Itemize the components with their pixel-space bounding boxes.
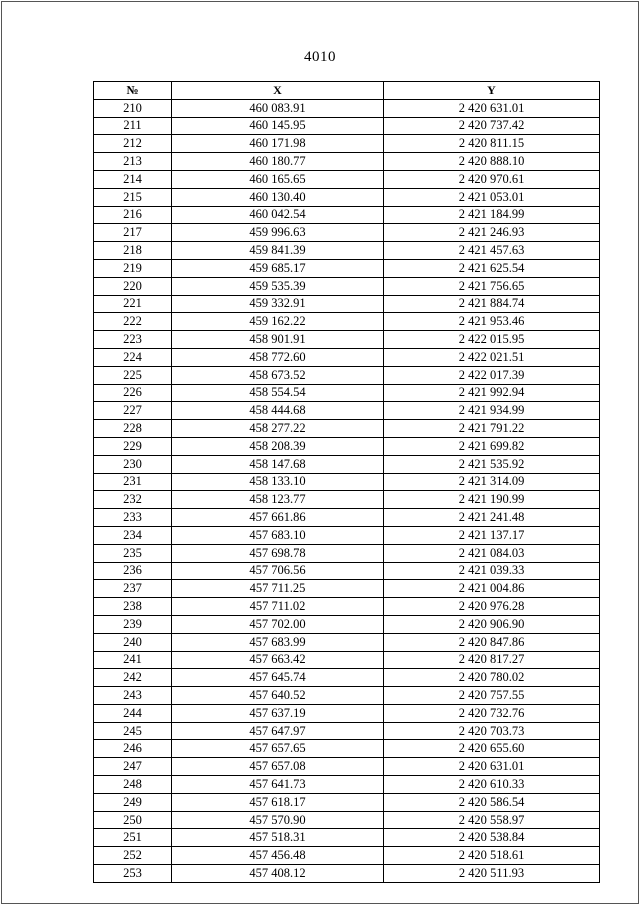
cell-y: 2 421 184.99 (384, 206, 600, 224)
cell-x: 460 165.65 (172, 170, 384, 188)
cell-y: 2 420 817.27 (384, 651, 600, 669)
table-row (94, 99, 600, 117)
table-row (94, 615, 600, 633)
cell-x: 459 535.39 (172, 277, 384, 295)
document-page (1, 1, 639, 904)
cell-y: 2 420 737.42 (384, 117, 600, 135)
cell-y: 2 421 791.22 (384, 420, 600, 438)
table-row (94, 829, 600, 847)
table-row (94, 633, 600, 651)
table-row (94, 687, 600, 705)
cell-number: 252 (94, 847, 172, 865)
cell-x: 457 637.19 (172, 704, 384, 722)
table-row (94, 402, 600, 420)
table-row (94, 562, 600, 580)
cell-x: 457 657.65 (172, 740, 384, 758)
cell-x: 459 996.63 (172, 224, 384, 242)
cell-x: 457 661.86 (172, 509, 384, 527)
cell-number: 235 (94, 544, 172, 562)
cell-number: 249 (94, 793, 172, 811)
table-row (94, 580, 600, 598)
cell-y: 2 420 757.55 (384, 687, 600, 705)
header-y: Y (384, 82, 600, 100)
coordinates-table (93, 81, 600, 883)
table-row (94, 455, 600, 473)
cell-y: 2 420 631.01 (384, 758, 600, 776)
table-body (94, 99, 600, 882)
table-row (94, 384, 600, 402)
cell-x: 457 570.90 (172, 811, 384, 829)
cell-number: 238 (94, 598, 172, 616)
cell-y: 2 421 992.94 (384, 384, 600, 402)
cell-x: 458 277.22 (172, 420, 384, 438)
cell-number: 213 (94, 153, 172, 171)
cell-x: 457 641.73 (172, 776, 384, 794)
cell-number: 248 (94, 776, 172, 794)
cell-number: 234 (94, 526, 172, 544)
cell-number: 243 (94, 687, 172, 705)
cell-y: 2 421 004.86 (384, 580, 600, 598)
table-row (94, 669, 600, 687)
cell-x: 457 702.00 (172, 615, 384, 633)
table-row (94, 313, 600, 331)
table-row (94, 153, 600, 171)
cell-x: 458 772.60 (172, 348, 384, 366)
page-number: 4010 (304, 49, 336, 65)
cell-x: 459 162.22 (172, 313, 384, 331)
cell-number: 237 (94, 580, 172, 598)
table-row (94, 420, 600, 438)
cell-y: 2 420 703.73 (384, 722, 600, 740)
table-row (94, 758, 600, 776)
cell-number: 228 (94, 420, 172, 438)
cell-number: 240 (94, 633, 172, 651)
cell-y: 2 422 017.39 (384, 366, 600, 384)
header-number: № (94, 82, 172, 100)
cell-y: 2 420 780.02 (384, 669, 600, 687)
cell-number: 225 (94, 366, 172, 384)
cell-y: 2 421 699.82 (384, 437, 600, 455)
cell-number: 239 (94, 615, 172, 633)
cell-y: 2 420 811.15 (384, 135, 600, 153)
cell-y: 2 420 518.61 (384, 847, 600, 865)
table-row (94, 259, 600, 277)
table-row (94, 135, 600, 153)
cell-x: 460 171.98 (172, 135, 384, 153)
table-row (94, 722, 600, 740)
cell-y: 2 421 246.93 (384, 224, 600, 242)
cell-x: 460 042.54 (172, 206, 384, 224)
cell-x: 458 147.68 (172, 455, 384, 473)
table-row (94, 776, 600, 794)
table-row (94, 740, 600, 758)
table-row (94, 526, 600, 544)
cell-x: 460 130.40 (172, 188, 384, 206)
cell-number: 233 (94, 509, 172, 527)
cell-number: 244 (94, 704, 172, 722)
cell-y: 2 420 610.33 (384, 776, 600, 794)
cell-x: 457 663.42 (172, 651, 384, 669)
cell-x: 457 706.56 (172, 562, 384, 580)
table-row (94, 348, 600, 366)
table-row (94, 651, 600, 669)
table-row (94, 277, 600, 295)
table-row (94, 704, 600, 722)
cell-x: 457 645.74 (172, 669, 384, 687)
cell-x: 457 711.25 (172, 580, 384, 598)
cell-number: 215 (94, 188, 172, 206)
table-header-row (94, 82, 600, 100)
cell-y: 2 421 934.99 (384, 402, 600, 420)
cell-y: 2 420 511.93 (384, 865, 600, 883)
cell-y: 2 420 976.28 (384, 598, 600, 616)
cell-number: 246 (94, 740, 172, 758)
cell-number: 229 (94, 437, 172, 455)
cell-number: 224 (94, 348, 172, 366)
cell-number: 223 (94, 331, 172, 349)
cell-number: 232 (94, 491, 172, 509)
cell-number: 251 (94, 829, 172, 847)
cell-y: 2 421 457.63 (384, 242, 600, 260)
table-row (94, 811, 600, 829)
cell-number: 227 (94, 402, 172, 420)
cell-x: 457 683.10 (172, 526, 384, 544)
cell-y: 2 420 538.84 (384, 829, 600, 847)
cell-x: 457 408.12 (172, 865, 384, 883)
cell-y: 2 420 631.01 (384, 99, 600, 117)
cell-number: 226 (94, 384, 172, 402)
table-row (94, 509, 600, 527)
table-row (94, 170, 600, 188)
cell-number: 242 (94, 669, 172, 687)
table-row (94, 224, 600, 242)
cell-y: 2 421 314.09 (384, 473, 600, 491)
cell-number: 236 (94, 562, 172, 580)
cell-number: 245 (94, 722, 172, 740)
cell-y: 2 421 039.33 (384, 562, 600, 580)
cell-number: 210 (94, 99, 172, 117)
cell-x: 457 640.52 (172, 687, 384, 705)
cell-x: 457 698.78 (172, 544, 384, 562)
cell-y: 2 420 847.86 (384, 633, 600, 651)
table-row (94, 793, 600, 811)
cell-y: 2 420 906.90 (384, 615, 600, 633)
cell-number: 220 (94, 277, 172, 295)
cell-number: 216 (94, 206, 172, 224)
table-row (94, 295, 600, 313)
header-x: X (172, 82, 384, 100)
cell-y: 2 421 241.48 (384, 509, 600, 527)
table-row (94, 331, 600, 349)
cell-number: 250 (94, 811, 172, 829)
table-row (94, 437, 600, 455)
table-row (94, 117, 600, 135)
cell-y: 2 420 558.97 (384, 811, 600, 829)
table-row (94, 366, 600, 384)
cell-y: 2 421 053.01 (384, 188, 600, 206)
cell-x: 457 683.99 (172, 633, 384, 651)
cell-y: 2 420 970.61 (384, 170, 600, 188)
cell-x: 459 332.91 (172, 295, 384, 313)
cell-x: 460 145.95 (172, 117, 384, 135)
cell-x: 458 444.68 (172, 402, 384, 420)
cell-number: 253 (94, 865, 172, 883)
cell-y: 2 420 732.76 (384, 704, 600, 722)
cell-x: 459 841.39 (172, 242, 384, 260)
cell-x: 457 711.02 (172, 598, 384, 616)
cell-y: 2 421 756.65 (384, 277, 600, 295)
cell-x: 458 208.39 (172, 437, 384, 455)
cell-number: 231 (94, 473, 172, 491)
cell-y: 2 420 586.54 (384, 793, 600, 811)
table-row (94, 847, 600, 865)
table-row (94, 188, 600, 206)
cell-y: 2 421 190.99 (384, 491, 600, 509)
table-row (94, 473, 600, 491)
cell-y: 2 422 021.51 (384, 348, 600, 366)
table-row (94, 598, 600, 616)
cell-x: 459 685.17 (172, 259, 384, 277)
cell-y: 2 421 884.74 (384, 295, 600, 313)
cell-x: 457 647.97 (172, 722, 384, 740)
cell-y: 2 421 535.92 (384, 455, 600, 473)
cell-number: 217 (94, 224, 172, 242)
cell-number: 211 (94, 117, 172, 135)
cell-number: 221 (94, 295, 172, 313)
cell-x: 458 554.54 (172, 384, 384, 402)
cell-x: 458 901.91 (172, 331, 384, 349)
table-row (94, 242, 600, 260)
table-row (94, 491, 600, 509)
cell-number: 230 (94, 455, 172, 473)
cell-number: 247 (94, 758, 172, 776)
cell-y: 2 421 084.03 (384, 544, 600, 562)
cell-y: 2 421 953.46 (384, 313, 600, 331)
cell-x: 457 456.48 (172, 847, 384, 865)
table-row (94, 865, 600, 883)
cell-y: 2 420 655.60 (384, 740, 600, 758)
table-row (94, 544, 600, 562)
cell-y: 2 421 137.17 (384, 526, 600, 544)
cell-number: 241 (94, 651, 172, 669)
cell-x: 458 123.77 (172, 491, 384, 509)
cell-y: 2 421 625.54 (384, 259, 600, 277)
cell-x: 457 618.17 (172, 793, 384, 811)
cell-y: 2 422 015.95 (384, 331, 600, 349)
cell-x: 460 180.77 (172, 153, 384, 171)
cell-x: 457 518.31 (172, 829, 384, 847)
cell-x: 460 083.91 (172, 99, 384, 117)
cell-x: 457 657.08 (172, 758, 384, 776)
cell-y: 2 420 888.10 (384, 153, 600, 171)
cell-number: 214 (94, 170, 172, 188)
cell-x: 458 673.52 (172, 366, 384, 384)
cell-number: 219 (94, 259, 172, 277)
cell-number: 222 (94, 313, 172, 331)
cell-number: 218 (94, 242, 172, 260)
table-row (94, 206, 600, 224)
cell-x: 458 133.10 (172, 473, 384, 491)
cell-number: 212 (94, 135, 172, 153)
